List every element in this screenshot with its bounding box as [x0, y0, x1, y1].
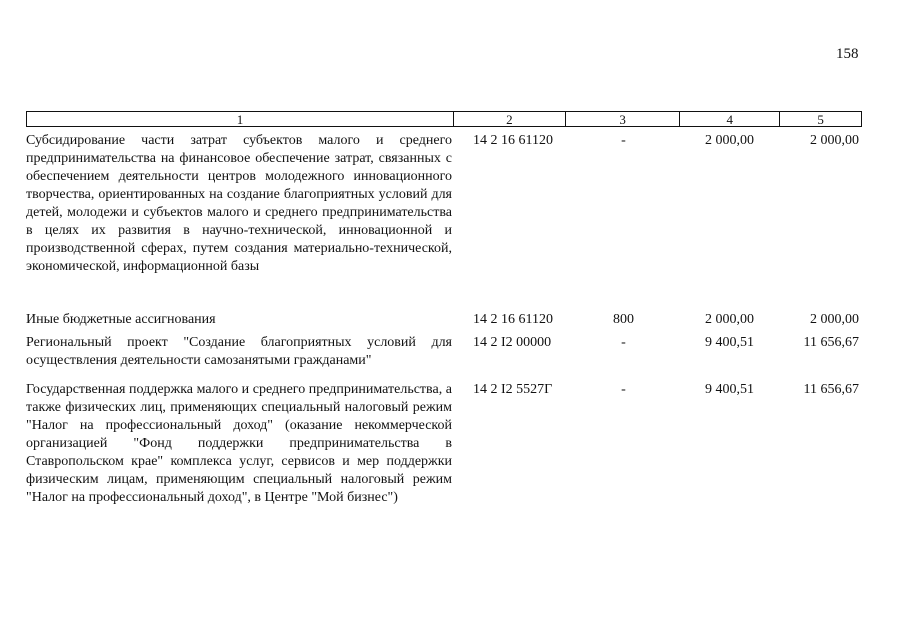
row-description: Региональный проект "Создание благоприятных условий для осуществления деятельности самозанятыми гражданами" — [26, 335, 452, 368]
row-description: Субсидирование части затрат субъектов малого и среднего предпринимательства на финансовое обеспечение затрат, связанных с обеспечением деятельности центров молодежного инновационного творчества, ориентированных на создание благоприятных условий для детей, молодежи и субъектов малого и среднего предпринимательства в целях их развития в научно-технической, инновационной и производственной сферах, путем создания материально-технической, экономической, информационной базы — [26, 133, 452, 274]
row-value-4: 2 000,00 — [705, 312, 754, 327]
row-code: 14 2 I2 00000 — [473, 335, 552, 350]
column-header-5: 5 — [817, 112, 824, 127]
column-header-2: 2 — [454, 112, 566, 126]
row-code: 14 2 16 61120 — [473, 312, 553, 327]
row-code: 14 2 I2 5527Г — [473, 382, 553, 397]
row-type: - — [621, 335, 626, 350]
column-header-3: 3 — [566, 112, 681, 126]
row-type: 800 — [613, 312, 634, 327]
table-header — [26, 111, 862, 127]
page-number: 158 — [836, 46, 859, 62]
row-type: - — [621, 133, 626, 148]
row-value-5: 2 000,00 — [810, 133, 859, 148]
row-value-4: 2 000,00 — [705, 133, 754, 148]
column-header-4: 4 — [680, 112, 780, 126]
row-value-5: 11 656,67 — [803, 335, 859, 350]
row-code: 14 2 16 61120 — [473, 133, 553, 148]
row-type: - — [621, 382, 626, 397]
row-description: Государственная поддержка малого и среднего предпринимательства, а также физических лиц, применяющих специальный налоговый режим "Налог на профессиональный доход" (оказание некоммерческой организацией "Фонд поддержки предпринимательства в Ставропольском крае" комплекса услуг, сервисов и мер поддержки физическим лицам, применяющим специальный налоговый режим "Налог на профессиональный доход", в Центре "Мой бизнес") — [26, 382, 452, 505]
row-value-5: 11 656,67 — [803, 382, 859, 397]
row-value-5: 2 000,00 — [810, 312, 859, 327]
row-value-4: 9 400,51 — [705, 382, 754, 397]
column-header-1: 1 — [27, 112, 454, 126]
row-description: Иные бюджетные ассигнования — [26, 312, 216, 327]
row-value-4: 9 400,51 — [705, 335, 754, 350]
